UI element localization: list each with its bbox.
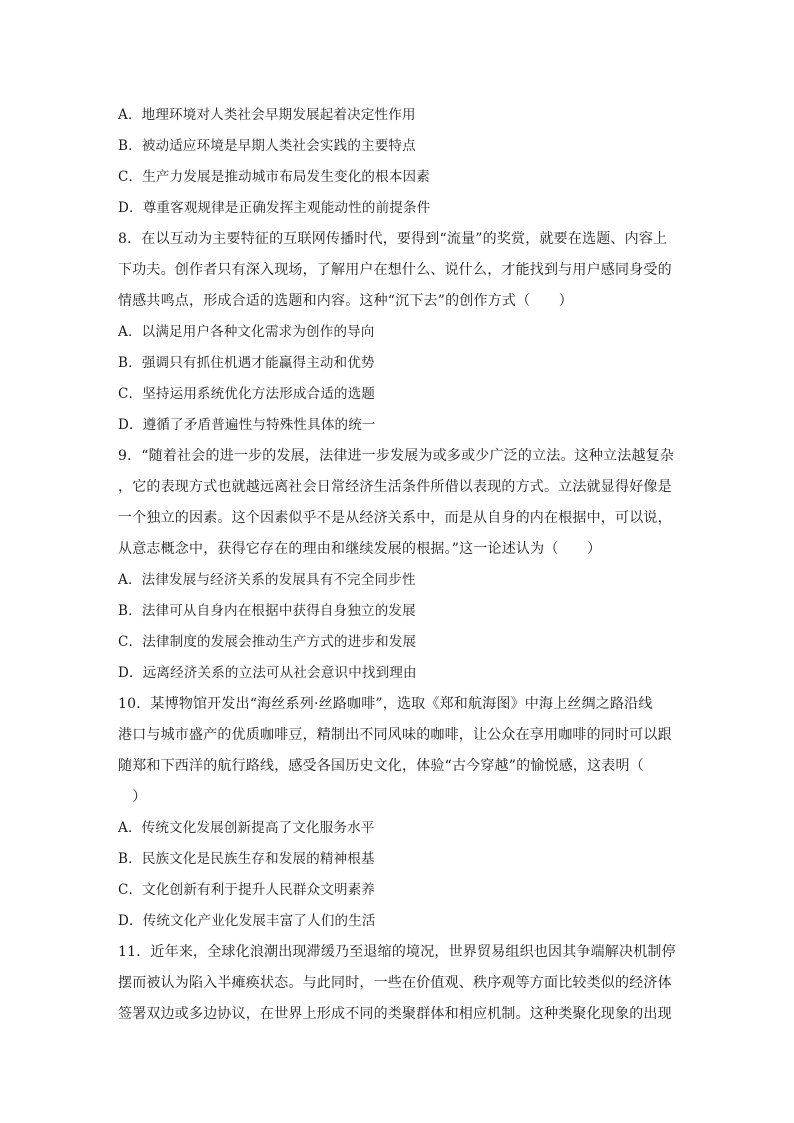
answer-option-line: B．被动适应环境是早期人类社会实践的主要特点 [118,138,416,154]
answer-option-line: C．生产力发展是推动城市布局发生变化的根本因素 [118,169,430,185]
question-stem-line: 11．近年来，全球化浪潮出现滞缓乃至退缩的境况，世界贸易组织也因其争端解决机制停 [118,944,676,960]
question-stem-line: 港口与城市盛产的优质咖啡豆，精制出不同风味的咖啡，让公众在享用咖啡的同时可以跟 [118,727,672,743]
question-stem-line: 摆而被认为陷入半瘫痪状态。与此同时，一些在价值观、秩序观等方面比较类似的经济体 [118,975,672,991]
question-stem-line: 签署双边或多边协议，在世界上形成不同的类聚群体和相应机制。这种类聚化现象的出现 [118,1006,672,1022]
answer-option-line: C．坚持运用系统优化方法形成合适的选题 [118,386,376,402]
question-stem-line: ） [118,789,147,805]
answer-option-line: D．尊重客观规律是正确发挥主观能动性的前提条件 [118,200,431,216]
question-stem-line: 8．在以互动为主要特征的互联网传播时代，要得到“流量”的奖赏，就要在选题、内容上 [118,231,668,247]
answer-option-line: D．遵循了矛盾普遍性与特殊性具体的统一 [118,417,376,433]
answer-option-line: A．法律发展与经济关系的发展具有不完全同步性 [118,572,416,588]
question-stem-line: 10．某博物馆开发出“海丝系列·丝路咖啡”，选取《郑和航海图》中海上丝绸之路沿线 [118,696,653,712]
document-page [118,100,678,1030]
question-stem-line: 从意志概念中，获得它存在的理由和继续发展的根据。”这一论述认为（ ） [118,541,602,557]
question-stem-line: 下功夫。创作者只有深入现场，了解用户在想什么、说什么，才能找到与用户感同身受的 [118,262,672,278]
question-stem-line: ，它的表现方式也就越远离社会日常经济生活条件所借以表现的方式。立法就显得好像是 [118,479,672,495]
answer-option-line: C．法律制度的发展会推动生产方式的进步和发展 [118,634,417,650]
answer-option-line: A．地理环境对人类社会早期发展起着决定性作用 [118,107,416,123]
question-stem-line: 随郑和下西洋的航行路线，感受各国历史文化，体验“古今穿越”的愉悦感，这表明（ [118,758,644,774]
answer-option-line: A．以满足用户各种文化需求为创作的导向 [118,324,375,340]
answer-option-line: C．文化创新有利于提升人民群众文明素养 [118,882,376,898]
answer-option-line: B．法律可从自身内在根据中获得自身独立的发展 [118,603,416,619]
answer-option-line: D．传统文化产业化发展丰富了人们的生活 [118,913,376,929]
question-stem-line: 一个独立的因素。这个因素似乎不是从经济关系中，而是从自身的内在根据中，可以说， [118,510,672,526]
answer-option-line: D．远离经济关系的立法可从社会意识中找到理由 [118,665,417,681]
question-stem-line: 9．“随着社会的进一步的发展，法律进一步发展为或多或少广泛的立法。这种立法越复杂 [118,448,675,464]
answer-option-line: A．传统文化发展创新提高了文化服务水平 [118,820,375,836]
question-stem-line: 情感共鸣点，形成合适的选题和内容。这种“沉下去”的创作方式（ ） [118,293,573,309]
answer-option-line: B．强调只有抓住机遇才能赢得主动和优势 [118,355,375,371]
question-text [118,100,678,1030]
answer-option-line: B．民族文化是民族生存和发展的精神根基 [118,851,375,867]
